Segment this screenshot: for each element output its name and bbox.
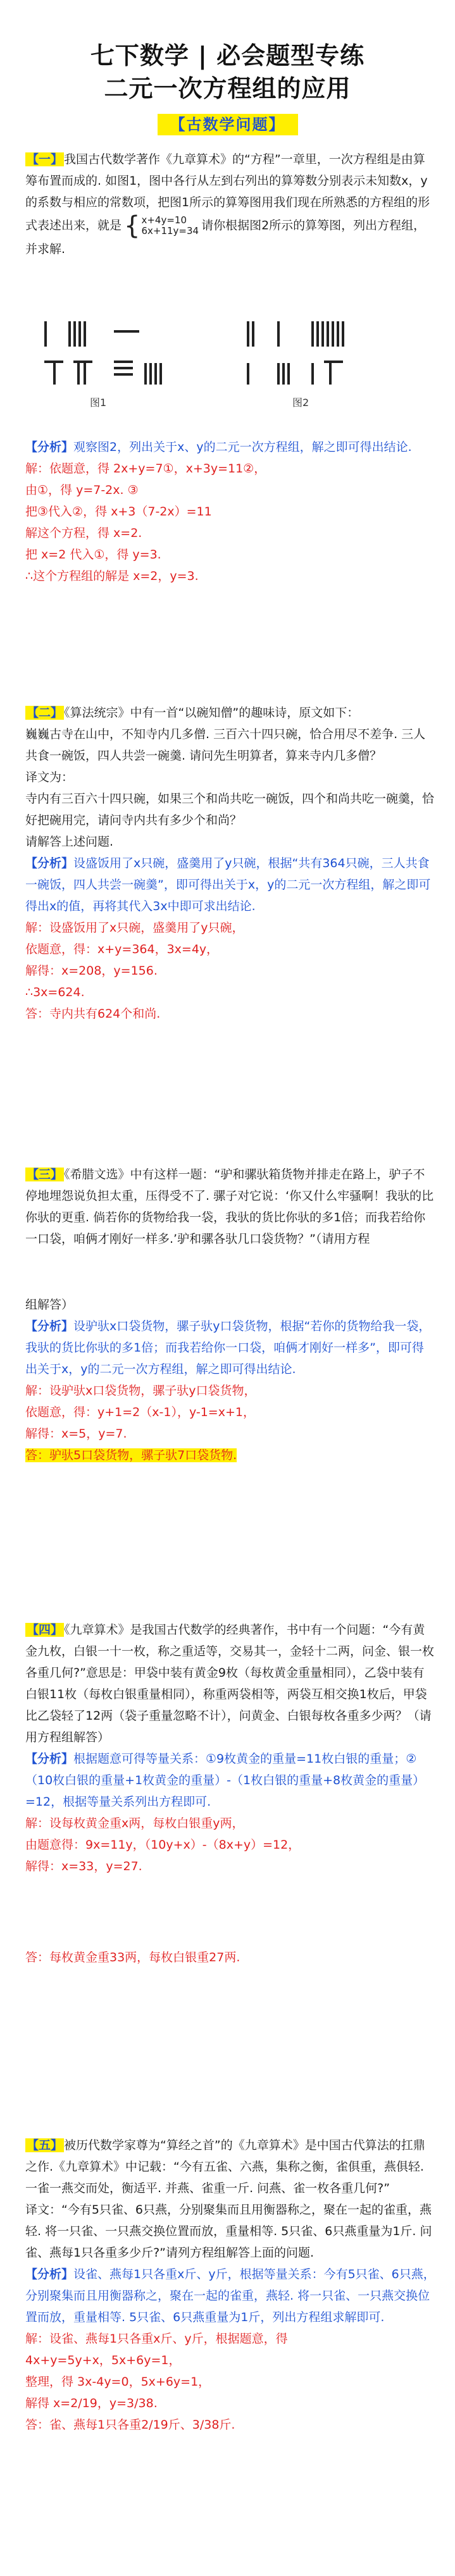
counting-rod-figures: [39, 316, 419, 411]
question-3-text-cont: 组解答）: [25, 1298, 74, 1312]
question-number: 【一】: [27, 152, 63, 166]
solution-line: 由题意得：9x=11y，（10y+x）-（8x+y）=12，: [25, 1838, 301, 1852]
solution-line: 解得：x=5，y=7.: [25, 1427, 127, 1441]
question-2: [25, 702, 435, 1025]
question-4-text: 【四】 《九章算术》是我国古代数学的经典著作，书中有一个问题：“今有黄金九枚，白银一十一枚，称之重适等，交易其一，金轻十二两，问金、银一枚各重几何?”意思是：甲袋中装有黄金9枚（每枚黄金重量相同），乙袋中装有白银11枚（每枚白银重量相同），称重两袋相等，两袋互相交换1枚后，甲袋比乙袋轻了12两（袋子重量忽略不计），问黄金、白银每枚各重多少两？（请用方程组解答）: [25, 1623, 435, 1744]
solution-line: 答：寺内共有624个和尚.: [25, 1007, 161, 1021]
question-5-text: 【五】 被历代数学家尊为“算经之首”的《九章算术》是中国古代算法的扛鼎之作.《九章算术》中记载：“今有五雀、六燕，集称之衡，雀俱重，燕俱轻. 一雀一燕交而处，衡适平. 并燕、雀重一斤. 问燕、雀一枚各重几何?”: [25, 2138, 425, 2195]
header: [0, 0, 455, 135]
analysis-5: 【分析】设雀、燕每1只各重x斤、y斤，根据等量关系：今有5只雀、6只燕，分别聚集而且用衡器称之，聚在一起的雀重，燕轻. 将一只雀、一只燕交换位置而放，重量相等. 5只雀、6只燕重量为1斤，列出方程组求解即可.: [25, 2267, 435, 2324]
solution-line: 4x+y=5y+x，5x+6y=1，: [25, 2353, 181, 2367]
analysis-4: 【分析】根据题意可得等量关系：①9枚黄金的重量=11枚白银的重量；②（10枚白银的重量+1枚黄金的重量）-（1枚白银的重量+8枚黄金的重量）=12，根据等量关系列出方程即可.: [25, 1752, 425, 1809]
question-3-text: 【三】 《希腊文选》中有这样一题：“驴和骡驮箱货物并排走在路上，驴子不停地埋怨说负担太重，压得受不了. 骡子对它说：‘你又什么牢骚啊！我驮的比你驮的更重. 倘若你的货物给我一袋，我驮的货比你驮的多1倍；而我若给你一口袋，咱俩才刚好一样多.’驴和骡各驮几口袋货物？”（请用方程: [25, 1168, 434, 1246]
poem-text: 巍巍古寺在山中，不知寺内几多僧. 三百六十四只碗，恰合用尽不差争. 三人共食一碗饭，四人共尝一碗羹. 请问先生明算者，算来寺内几多僧？: [25, 727, 426, 763]
solution-line: 解：设每枚黄金重x两，每枚白银重y两，: [25, 1816, 244, 1830]
question-5: [25, 2135, 435, 2436]
question-1-text: 【一】 我国古代数学著作《九章算术》的“方程”一章里，一次方程组是由算筹布置而成的. 如图1，图中各行从左到右列出的算筹数分别表示未知数x，y的系数与相应的常数项，把图1所示的算筹图用我们现在所熟悉的方程组的形式表述出来，就是 { x+4y=10 6x+11y=34 请你根据图2所示的算筹图，列出方程组，并求解.: [25, 152, 430, 256]
solution-line: ∴这个方程组的解是 x=2，y=3.: [25, 569, 199, 583]
analysis-2: 【分析】设盛饭用了x只碗，盛羹用了y只碗，根据“共有364只碗，三人共食一碗饭，四人共尝一碗羹”，即可得出关于x，y的二元一次方程组，解之即可得出x的值，再将其代入3x中即可求出结论.: [25, 856, 431, 913]
solution-line: 把 x=2 代入①，得 y=3.: [25, 548, 161, 562]
translation-label: 译文为：: [25, 770, 74, 784]
analysis-1: 【分析】观察图2，列出关于x、y的二元一次方程组，解之即可得出结论.: [25, 440, 412, 454]
solution-line: 答：驴驮5口袋货物，骡子驮7口袋货物.: [25, 1448, 237, 1462]
solution-line: 解：依题意，得 2x+y=7①，x+3y=11②，: [25, 462, 266, 476]
section-tag: 【古数学问题】: [158, 114, 298, 135]
solution-line: 整理，得 3x-4y=0，5x+6y=1，: [25, 2375, 211, 2389]
solution-line: 解得 x=2/19，y=3/38.: [25, 2396, 158, 2410]
question-number: 【五】: [27, 2138, 63, 2152]
solution-line: 依题意，得：y+1=2（x-1），y-1=x+1，: [25, 1405, 255, 1419]
question-number: 【二】: [27, 706, 63, 720]
solution-line: 解：设雀、燕每1只各重x斤、y斤，根据题意，得: [25, 2332, 288, 2346]
question-4: [25, 1619, 435, 1968]
page-subtitle: 二元一次方程组的应用: [104, 75, 351, 102]
question-1: [25, 149, 435, 260]
solution-line: 解这个方程，得 x=2.: [25, 526, 142, 540]
question-1-answer: [25, 436, 435, 587]
page-title: 七下数学 | 必会题型专练: [90, 42, 365, 70]
counting-rod-figure-2: [242, 316, 406, 392]
equation-system: { x+4y=10 6x+11y=34: [124, 211, 199, 240]
answer-line: 答：每枚黄金重33两，每枚白银重27两.: [25, 1950, 240, 1964]
analysis-3: 【分析】设驴驮x口袋货物，骡子驮y口袋货物，根据“若你的货物给我一袋，我驮的货比你驮的多1倍；而我若给你一口袋，咱俩才刚好一样多”，即可得出关于x，y的二元一次方程组，解之即可得出结论.: [25, 1319, 431, 1376]
translation-text: 译文：“今有5只雀、6只燕，分别聚集而且用衡器称之，聚在一起的雀重，燕轻. 将一只雀、一只燕交换位置而放，重量相等. 5只雀、6只燕重量为1斤. 问雀、燕每1只各重多少斤?”请列方程组解答上面的问题.: [25, 2203, 432, 2260]
instruction-text: 请解答上述问题.: [25, 835, 114, 849]
solution-line: 答：雀、燕每1只各重2/19斤、3/38斤.: [25, 2418, 235, 2432]
solution-line: 解：设盛饭用了x只碗，盛羹用了y只碗，: [25, 921, 244, 935]
solution-line: 解得：x=208，y=156.: [25, 964, 158, 978]
solution-line: ∴3x=624.: [25, 985, 85, 999]
solution-line: 解：设驴驮x口袋货物，骡子驮y口袋货物，: [25, 1384, 256, 1398]
solution-line: 由①，得 y=7-2x. ③: [25, 483, 139, 497]
counting-rod-figure-1: [39, 316, 185, 392]
question-number: 【四】: [27, 1623, 63, 1637]
figure-1-caption: 图1: [90, 397, 107, 409]
translation-text: 寺内有三百六十四只碗，如果三个和尚共吃一碗饭，四个和尚共吃一碗羹，恰好把碗用完，请问寺内共有多少个和尚？: [25, 792, 435, 827]
question-3: [25, 1164, 435, 1466]
solution-line: 解得：x=33，y=27.: [25, 1859, 142, 1873]
question-2-text: 【二】 《算法统宗》中有一首“以碗知僧”的趣味诗，原文如下：: [27, 706, 359, 720]
solution-line: 把③代入②，得 x+3（7-2x）=11: [25, 505, 212, 519]
question-number: 【三】: [27, 1168, 63, 1181]
solution-line: 依题意，得：x+y=364，3x=4y，: [25, 942, 219, 956]
figure-2-caption: 图2: [292, 397, 309, 409]
